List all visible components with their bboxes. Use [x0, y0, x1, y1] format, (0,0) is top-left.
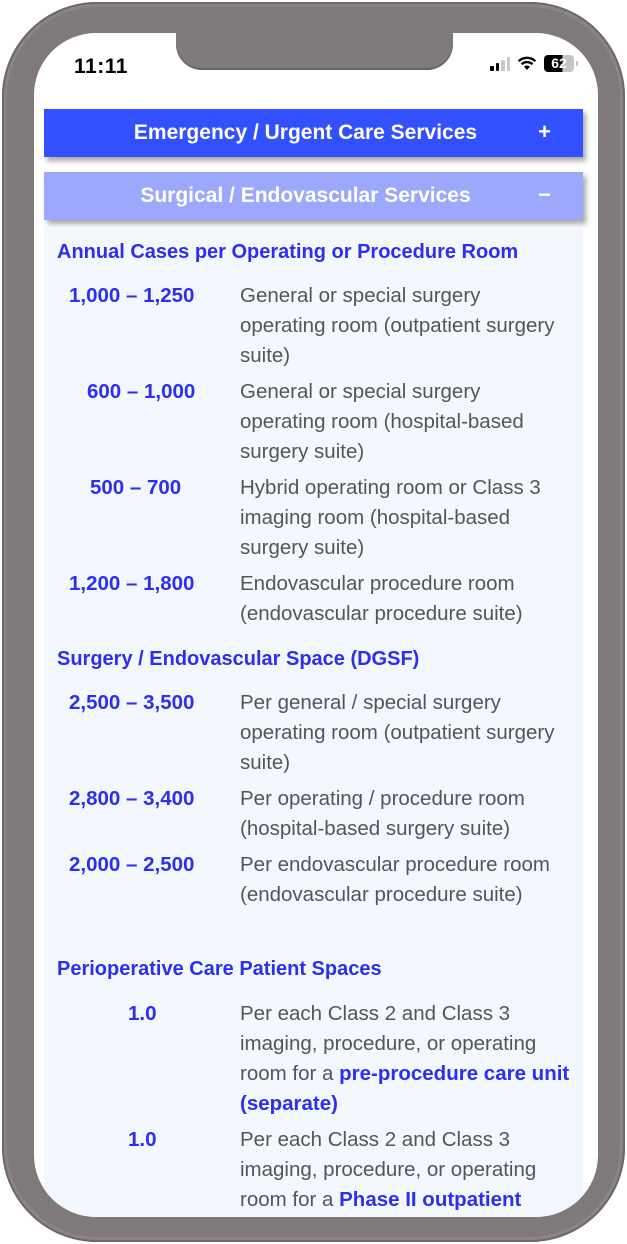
- section-title-dgsf: Surgery / Endovascular Space (DGSF): [57, 648, 420, 670]
- description-text: Per each Class 2 and Class 3 imaging, procedure, or operating room for a: [240, 1128, 537, 1211]
- value-range: 2,500 – 3,500: [69, 691, 195, 714]
- phase-ii-outpatient-link[interactable]: Phase II outpatient: [339, 1188, 522, 1211]
- value-range: 600 – 1,000: [87, 380, 196, 403]
- pre-procedure-care-unit-link[interactable]: pre-procedure care unit (separate): [240, 1062, 570, 1115]
- cellular-signal-icon: [490, 57, 510, 71]
- section-title-annual-cases: Annual Cases per Operating or Procedure Room: [57, 241, 519, 263]
- description: General or special surgery operating room (hospital-based surgery suite): [240, 380, 524, 463]
- description: [240, 1125, 570, 1215]
- value-count: 1.0: [128, 1002, 157, 1025]
- accordion-label: Surgical / Endovascular Services: [140, 184, 471, 207]
- phone-frame: [2, 2, 625, 1242]
- description-text: Per each Class 2 and Class 3 imaging, procedure, or operating room for a: [240, 1002, 537, 1085]
- description: Per general / special surgery operating room (outpatient surgery suite): [240, 691, 555, 774]
- section-title-perioperative: Perioperative Care Patient Spaces: [57, 958, 382, 980]
- description: Hybrid operating room or Class 3 imaging room (hospital-based surgery suite): [240, 476, 541, 559]
- description: [240, 999, 570, 1119]
- accordion-content: [44, 227, 583, 1217]
- description: Per operating / procedure room (hospital-based surgery suite): [240, 787, 525, 840]
- value-count: 1.0: [128, 1128, 157, 1151]
- value-range: 1,200 – 1,800: [69, 572, 195, 595]
- screen: [34, 33, 598, 1217]
- battery-icon: 62: [544, 55, 574, 72]
- accordion-surgical-endovascular[interactable]: [44, 172, 583, 220]
- expand-plus-icon[interactable]: +: [538, 119, 551, 144]
- collapse-minus-icon[interactable]: −: [538, 182, 551, 207]
- notch: [176, 30, 453, 70]
- accordion-emergency-urgent-care[interactable]: [44, 109, 583, 157]
- status-time: 11:11: [74, 55, 128, 78]
- status-icons: [490, 55, 574, 72]
- value-range: 1,000 – 1,250: [69, 284, 195, 307]
- description: General or special surgery operating room (outpatient surgery suite): [240, 284, 555, 367]
- description: Per endovascular procedure room (endovascular procedure suite): [240, 853, 550, 906]
- wifi-icon: [517, 56, 537, 71]
- accordion-label: Emergency / Urgent Care Services: [133, 121, 478, 144]
- value-range: 500 – 700: [90, 476, 182, 499]
- value-range: 2,800 – 3,400: [69, 787, 195, 810]
- value-range: 2,000 – 2,500: [69, 853, 195, 876]
- description: Endovascular procedure room (endovascular procedure suite): [240, 572, 523, 625]
